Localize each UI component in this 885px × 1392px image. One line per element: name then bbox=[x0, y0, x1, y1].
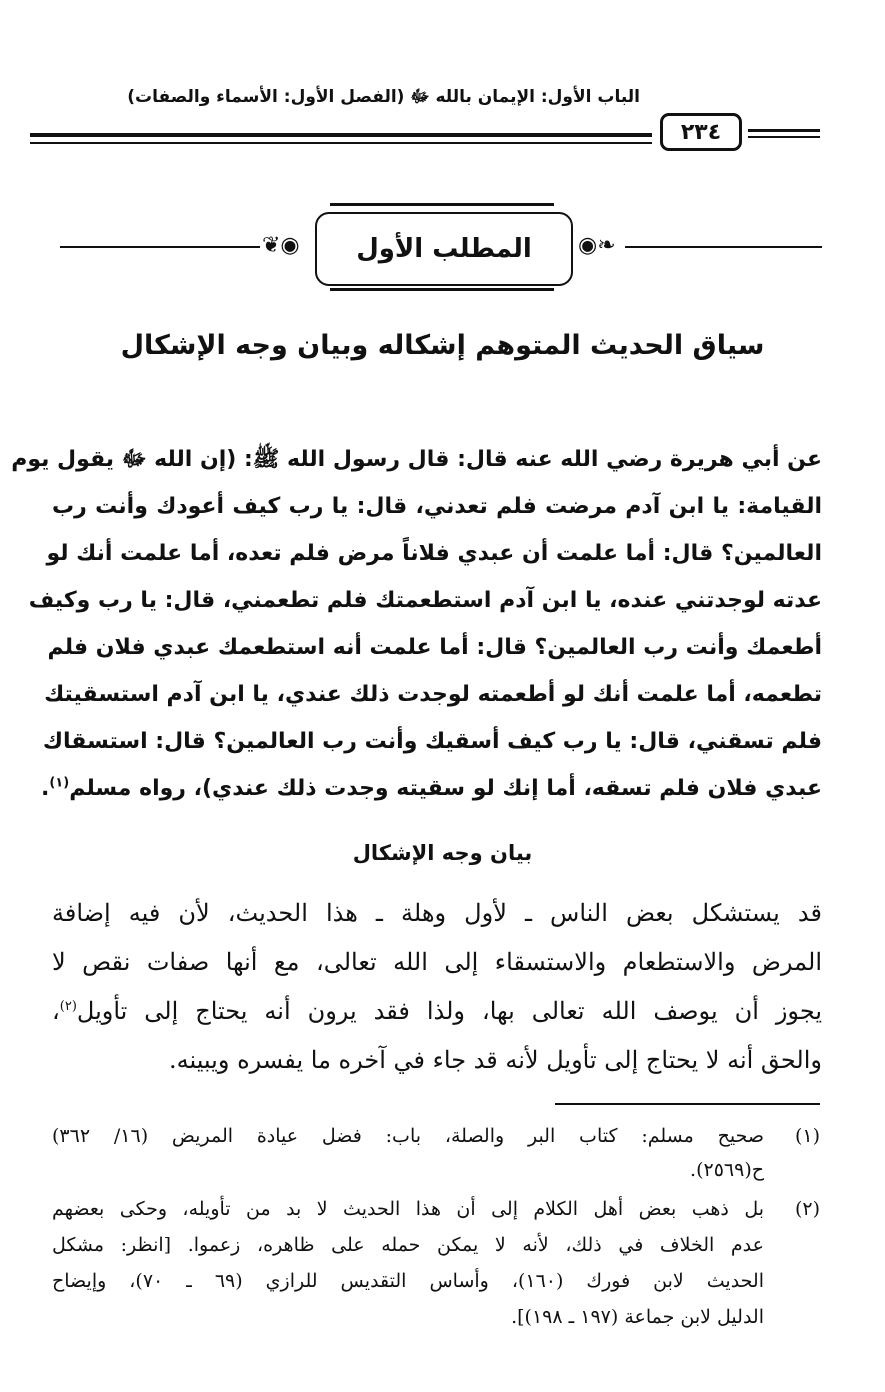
footnote-number: (٢) bbox=[794, 1198, 820, 1220]
hadith-text: عبدي فلان فلم تسقه، أما إنك لو سقيته وجدت ذلك عندي)، رواه مسلم bbox=[69, 776, 822, 801]
problem-comma: ، bbox=[52, 997, 60, 1025]
ornament-left-icon: ❦◉ bbox=[262, 233, 300, 258]
footnote-line: الدليل لابن جماعة (١٩٧ ـ ١٩٨)]. bbox=[511, 1306, 764, 1328]
hadith-line: عن أبي هريرة رضي الله عنه قال: قال رسول الله ﷺ: (إن الله ﷻ يقول يوم bbox=[11, 447, 822, 472]
page-number: ٢٣٤ bbox=[660, 113, 742, 151]
hadith-line: القيامة: يا ابن آدم مرضت فلم تعدني، قال: يا رب كيف أعودك وأنت رب bbox=[52, 494, 822, 519]
section-box-bottom-rule bbox=[330, 288, 554, 291]
problem-text: يجوز أن يوصف الله تعالى بها، ولذا فقد يرون أنه يحتاج إلى تأويل bbox=[76, 997, 822, 1025]
header-rule-thick bbox=[30, 133, 652, 137]
footnote-ref-1[interactable]: (١) bbox=[49, 775, 70, 791]
section-subtitle: سياق الحديث المتوهم إشكاله وبيان وجه الإشكال bbox=[120, 330, 765, 361]
footnote-separator bbox=[555, 1103, 820, 1105]
running-header: الباب الأول: الإيمان بالله ﷻ (الفصل الأول: الأسماء والصفات) bbox=[127, 87, 640, 107]
footnote-line: بل ذهب بعض أهل الكلام إلى أن هذا الحديث لا بد من تأويله، وحكى بعضهم bbox=[52, 1198, 764, 1220]
header-rule-right bbox=[748, 129, 820, 132]
footnote-line: الحديث لابن فورك (١٦٠)، وأساس التقديس للرازي (٦٩ ـ ٧٠)، وإيضاح bbox=[52, 1270, 764, 1292]
hadith-line: عدته لوجدتني عنده، يا ابن آدم استطعمتك فلم تطعمني، قال: يا رب وكيف bbox=[28, 588, 822, 613]
footnote-line: عدم الخلاف في ذلك، لأنه لا يمكن حمله على ظاهره، زعموا. [انظر: مشكل bbox=[52, 1234, 764, 1256]
section-box-top-rule bbox=[330, 203, 554, 206]
footnote-line: صحيح مسلم: كتاب البر والصلة، باب: فضل عيادة المريض (١٦/ ٣٦٢) bbox=[52, 1125, 764, 1147]
footnote-ref-2[interactable]: (٢) bbox=[59, 999, 77, 1014]
hadith-end: . bbox=[40, 776, 50, 801]
problem-heading: بيان وجه الإشكال bbox=[352, 841, 533, 865]
ornament-right-icon: ◉❧ bbox=[578, 233, 616, 258]
section-rule-right bbox=[625, 246, 822, 248]
hadith-line: العالمين؟ قال: أما علمت أن عبدي فلاناً مرض فلم تعده، أما علمت أنك لو bbox=[46, 541, 822, 566]
header-rule-right-2 bbox=[748, 136, 820, 138]
hadith-line: تطعمه، أما علمت أنك لو أطعمته لوجدت ذلك عندي، يا ابن آدم استسقيتك bbox=[44, 682, 822, 707]
problem-line: قد يستشكل بعض الناس ـ لأول وهلة ـ هذا الحديث، لأن فيه إضافة bbox=[52, 899, 822, 927]
section-label: المطلب الأول bbox=[315, 212, 573, 286]
problem-line: والحق أنه لا يحتاج إلى تأويل لأنه قد جاء في آخره ما يفسره ويبينه. bbox=[168, 1046, 822, 1074]
header-rule-thin bbox=[30, 142, 652, 144]
hadith-line-last bbox=[40, 773, 822, 805]
hadith-line: فلم تسقني، قال: يا رب كيف أسقيك وأنت رب العالمين؟ قال: استسقاك bbox=[42, 729, 822, 754]
problem-line: المرض والاستطعام والاستسقاء إلى الله تعالى، مع أنها صفات نقص لا bbox=[52, 948, 822, 976]
footnote-number: (١) bbox=[794, 1125, 820, 1147]
section-rule-left bbox=[60, 246, 260, 248]
hadith-line: أطعمك وأنت رب العالمين؟ قال: أما علمت أنه استطعمك عبدي فلان فلم bbox=[47, 635, 822, 660]
footnote-line: ح(٢٥٦٩). bbox=[690, 1159, 764, 1181]
problem-line-3 bbox=[52, 995, 822, 1027]
